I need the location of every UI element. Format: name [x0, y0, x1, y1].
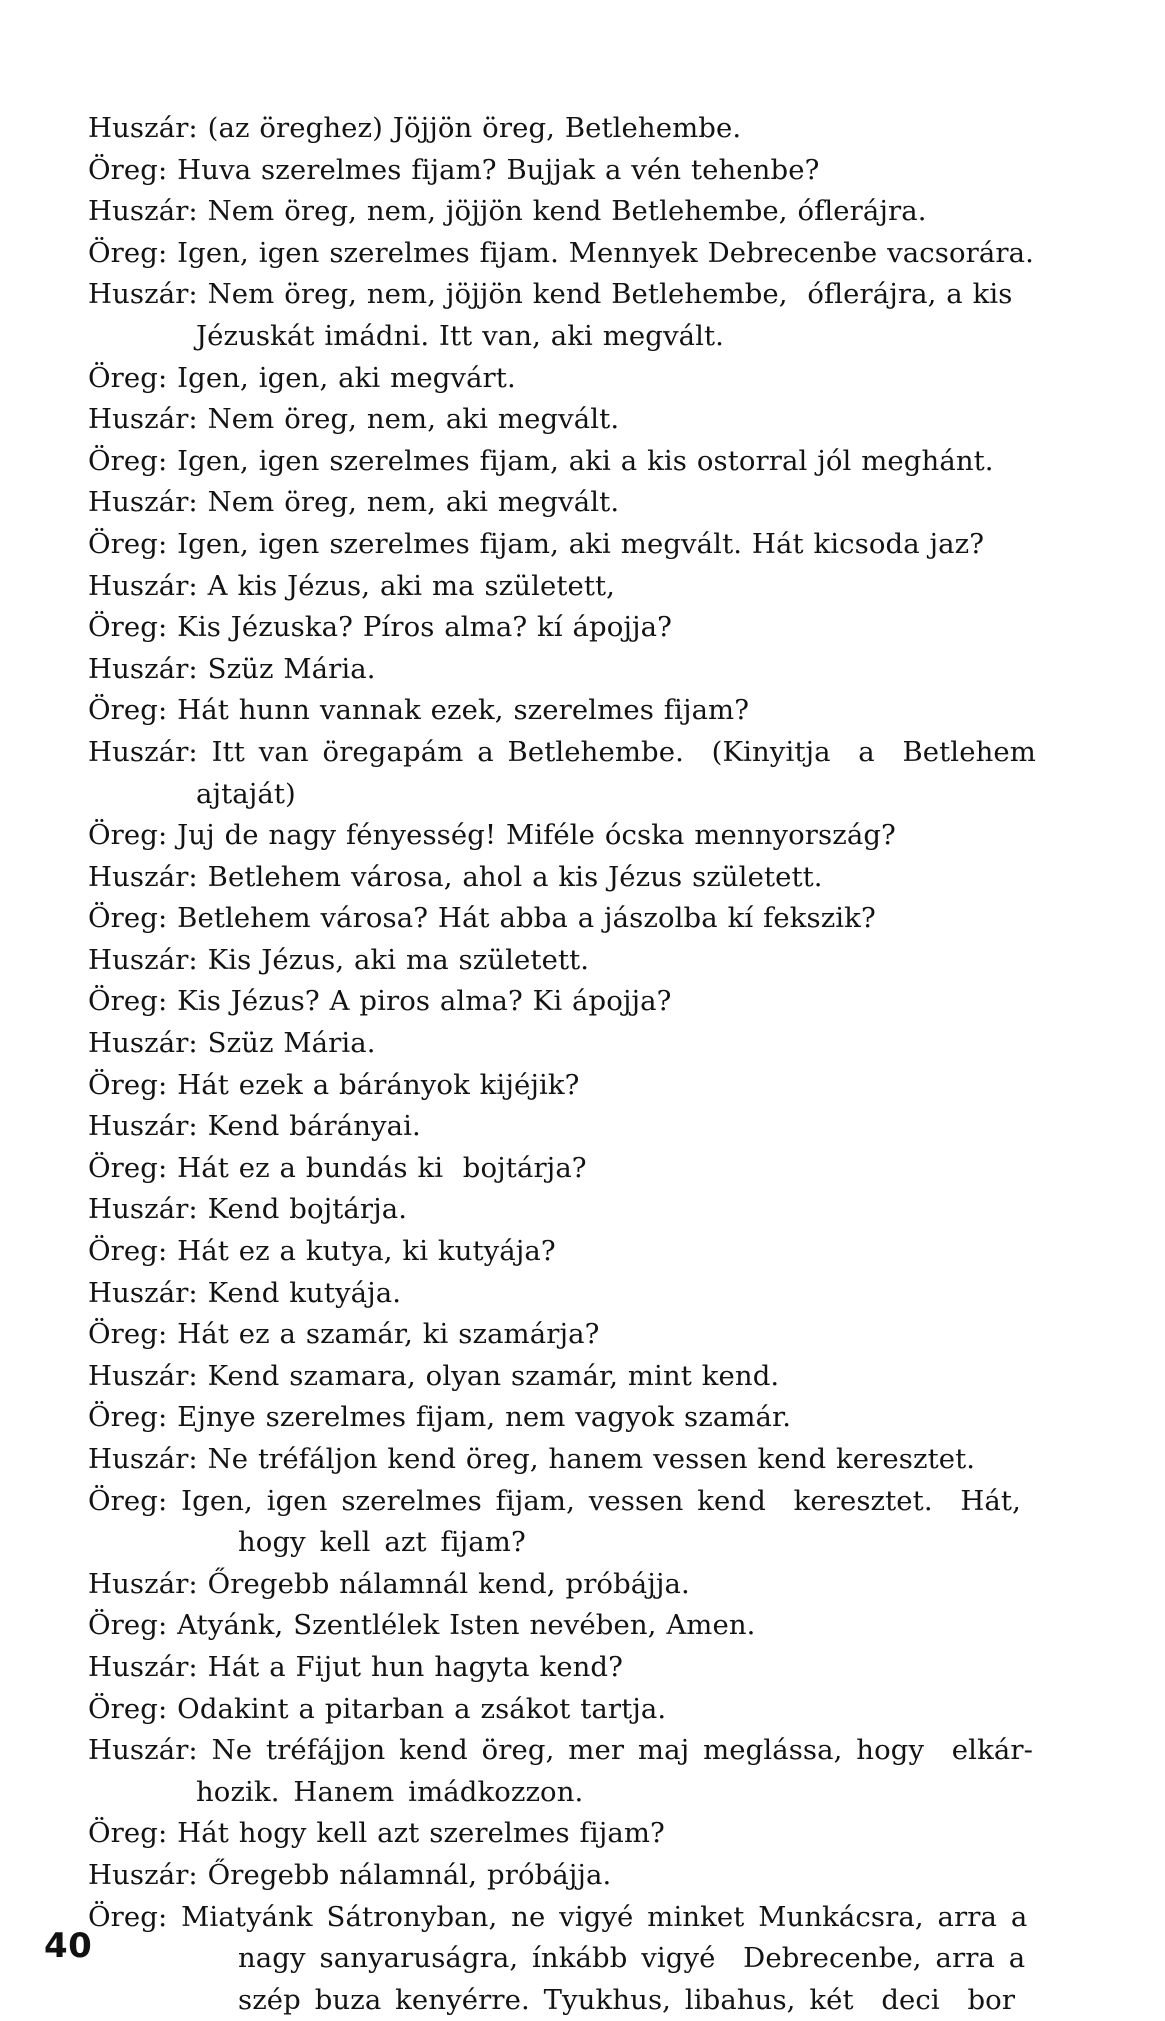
- text-line: [88, 1647, 1069, 1689]
- text-line: [88, 649, 1069, 691]
- text-line: [88, 857, 1069, 899]
- line-text: Öreg: Juj de nagy fényesség! Miféle ócska mennyország?: [88, 819, 896, 852]
- text-line: [88, 815, 1069, 857]
- line-text: Huszár: Nem öreg, nem, jöjjön kend Betlehembe, óflerájra, a kis: [88, 278, 1013, 311]
- text-line: [88, 1397, 1069, 1439]
- text-line: [88, 358, 1069, 400]
- line-continuation: hozik. Hanem imádkozzon.: [196, 1775, 584, 1808]
- line-text: Huszár: Szüz Mária.: [88, 1027, 376, 1060]
- text-line: [88, 191, 1069, 233]
- text-line: [88, 1273, 1069, 1315]
- line-text: Öreg: Igen, igen szerelmes fijam, vessen kend keresztet. Hát,: [88, 1484, 1021, 1517]
- line-text: Öreg: Huva szerelmes fijam? Bujjak a vén tehenbe?: [88, 153, 820, 186]
- line-text: Öreg: Hát ez a kutya, ki kutyája?: [88, 1235, 556, 1268]
- text-line: [88, 732, 1069, 815]
- line-text: Huszár: A kis Jézus, aki ma született,: [88, 569, 616, 602]
- line-text: Huszár: Hát a Fijut hun hagyta kend?: [88, 1650, 623, 1683]
- line-text: Huszár: Nem öreg, nem, aki megvált.: [88, 486, 620, 519]
- line-text: Öreg: Hát ez a szamár, ki szamárja?: [88, 1318, 600, 1351]
- text-line: [88, 1189, 1069, 1231]
- line-text: Huszár: Kend kutyája.: [88, 1276, 402, 1309]
- text-line: [88, 399, 1069, 441]
- line-text: Öreg: Betlehem városa? Hát abba a jászolba kí fekszik?: [88, 902, 876, 935]
- line-continuation: ajtaját): [196, 777, 296, 810]
- line-text: Huszár: Kis Jézus, aki ma született.: [88, 943, 590, 976]
- line-continuation: szép buza kenyérre. Tyukhus, libahus, két deci bor: [238, 1983, 1016, 2016]
- line-text: Huszár: Nem öreg, nem, jöjjön kend Betlehembe, óflerájra.: [88, 195, 927, 228]
- text-line: [88, 274, 1069, 357]
- text-line: [88, 1481, 1069, 1564]
- line-text: Öreg: Atyánk, Szentlélek Isten nevében, Amen.: [88, 1609, 756, 1642]
- line-text: Huszár: Kend bojtárja.: [88, 1193, 408, 1226]
- line-text: Huszár: (az öreghez) Jöjjön öreg, Betlehembe.: [88, 112, 742, 144]
- text-line: [88, 1314, 1069, 1356]
- line-text: Öreg: Igen, igen szerelmes fijam, aki megvált. Hát kicsoda jaz?: [88, 527, 985, 560]
- text-line: [88, 482, 1069, 524]
- line-continuation: nagy sanyaruságra, ínkább vigyé Debrecenbe, arra a: [238, 1942, 1026, 1975]
- text-line: [88, 1106, 1069, 1148]
- text-line: [88, 1730, 1069, 1813]
- dialogue-text-block: [88, 108, 1069, 2021]
- text-line: [88, 1855, 1069, 1897]
- line-text: Öreg: Odakint a pitarban a zsákot tartja.: [88, 1692, 667, 1725]
- text-line: [88, 1897, 1069, 1980]
- text-line: [88, 524, 1069, 566]
- text-line: [88, 1065, 1069, 1107]
- text-line: [88, 1439, 1069, 1481]
- line-continuation: Jézuskát imádni. Itt van, aki megvált.: [196, 319, 725, 352]
- text-line: [88, 898, 1069, 940]
- text-line: [88, 981, 1069, 1023]
- text-line: [88, 566, 1069, 608]
- line-text: Huszár: Kend szamara, olyan szamár, mint kend.: [88, 1359, 780, 1392]
- text-line: [88, 1689, 1069, 1731]
- line-text: Huszár: Szüz Mária.: [88, 652, 376, 685]
- page-number: 40: [44, 1926, 93, 1966]
- line-text: Öreg: Ejnye szerelmes fijam, nem vagyok szamár.: [88, 1401, 792, 1434]
- text-line: [88, 1605, 1069, 1647]
- line-text: Huszár: Ne tréfájjon kend öreg, mer maj meglássa, hogy elkár-: [88, 1734, 1033, 1767]
- text-line: [88, 1231, 1069, 1273]
- line-text: Öreg: Hát hunn vannak ezek, szerelmes fijam?: [88, 694, 750, 727]
- text-line: [88, 607, 1069, 649]
- line-text: Huszár: Betlehem városa, ahol a kis Jézus született.: [88, 860, 823, 893]
- text-line: [88, 1148, 1069, 1190]
- line-text: Öreg: Hát ezek a bárányok kijéjik?: [88, 1068, 580, 1101]
- line-text: Öreg: Hát hogy kell azt szerelmes fijam?: [88, 1817, 665, 1850]
- text-line: [88, 940, 1069, 982]
- text-line: [88, 690, 1069, 732]
- text-line: [88, 150, 1069, 192]
- line-text: Öreg: Igen, igen szerelmes fijam, aki a kis ostorral jól meghánt.: [88, 444, 994, 477]
- line-continuation: hogy kell azt fijam?: [238, 1526, 526, 1559]
- line-text: Öreg: Igen, igen szerelmes fijam. Mennyek Debrecenbe vacsorára.: [88, 236, 1034, 269]
- text-line: [88, 233, 1069, 275]
- text-line: [88, 108, 1069, 150]
- line-text: Öreg: Kis Jézus? A piros alma? Ki ápojja?: [88, 985, 672, 1018]
- text-line: [88, 1813, 1069, 1855]
- text-line: [88, 1023, 1069, 1065]
- line-text: Huszár: Kend bárányai.: [88, 1110, 421, 1143]
- line-text: Öreg: Kis Jézuska? Píros alma? kí ápojja?: [88, 611, 672, 644]
- line-text: Huszár: Őregebb nálamnál, próbájja.: [88, 1858, 612, 1891]
- text-line: [88, 441, 1069, 483]
- line-text: Öreg: Hát ez a bundás ki bojtárja?: [88, 1151, 587, 1184]
- line-text: Öreg: Igen, igen, aki megvárt.: [88, 361, 516, 394]
- text-line: [88, 1356, 1069, 1398]
- text-line: [88, 1564, 1069, 1606]
- line-text: Huszár: Nem öreg, nem, aki megvált.: [88, 403, 620, 436]
- line-text: Huszár: Őregebb nálamnál kend, próbájja.: [88, 1567, 690, 1600]
- text-line: [88, 1980, 1069, 2021]
- line-text: Öreg: Miatyánk Sátronyban, ne vigyé minket Munkácsra, arra a: [88, 1900, 1028, 1933]
- line-text: Huszár: Ne tréfáljon kend öreg, hanem vessen kend keresztet.: [88, 1443, 976, 1475]
- line-text: Huszár: Itt van öregapám a Betlehembe. (Kinyitja a Betlehem: [88, 735, 1036, 768]
